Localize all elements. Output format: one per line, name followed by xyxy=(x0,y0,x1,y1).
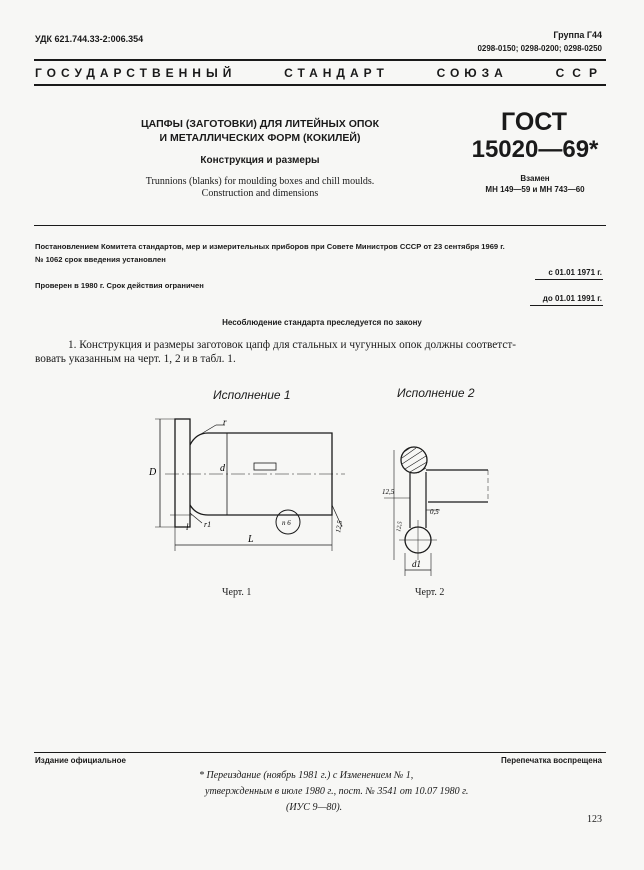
fig1-title: Исполнение 1 xyxy=(213,388,291,402)
law-notice: Несоблюдение стандарта преследуется по закону xyxy=(222,318,422,327)
official-edition: Издание официальное xyxy=(35,756,126,765)
gost-label: ГОСТ xyxy=(501,108,567,136)
footer-rule xyxy=(34,752,606,753)
banner-word: СТАНДАРТ xyxy=(284,66,389,80)
flange-outline xyxy=(175,419,190,527)
section-rule xyxy=(34,225,606,226)
banner-word: ССР xyxy=(555,66,605,80)
okp-codes: 0298-0150; 0298-0200; 0298-0250 xyxy=(477,44,602,53)
footnote-line: * Переиздание (ноябрь 1981 г.) с Изменением № 1, xyxy=(199,770,414,781)
label-12-5: 12,5 xyxy=(382,488,395,496)
banner-word: ГОСУДАРСТВЕННЫЙ xyxy=(35,66,237,80)
fig1-caption: Черт. 1 xyxy=(222,587,252,598)
udk-code: УДК 621.744.33-2:006.354 xyxy=(35,34,144,44)
date-from-rule xyxy=(535,279,603,280)
label-r1: r1 xyxy=(204,520,212,529)
reprint-prohibited: Перепечатка воспрещена xyxy=(501,756,602,765)
title-en-line: Construction and dimensions xyxy=(201,188,319,199)
title-line: ЦАПФЫ (ЗАГОТОВКИ) ДЛЯ ЛИТЕЙНЫХ ОПОК xyxy=(141,118,379,130)
page-number: 123 xyxy=(587,814,602,825)
date-from: с 01.01 1971 г. xyxy=(548,268,602,277)
header-rule-bottom xyxy=(34,84,606,86)
title-line: И МЕТАЛЛИЧЕСКИХ ФОРМ (КОКИЛЕЙ) xyxy=(159,132,361,144)
decree-text: Постановлением Комитета стандартов, мер и измерительных приборов при Совете Министров СССР от 23 сентября 1969 г. xyxy=(35,242,505,251)
banner-word: СОЮЗА xyxy=(436,66,508,80)
header-rule-top xyxy=(34,59,606,61)
fig2-title: Исполнение 2 xyxy=(397,386,475,400)
fig2-caption: Черт. 2 xyxy=(415,587,445,598)
checked-text: Проверен в 1980 г. Срок действия ограничен xyxy=(35,281,204,290)
date-to-rule xyxy=(530,305,603,306)
body-outline xyxy=(426,470,488,502)
label-D: D xyxy=(149,467,157,478)
label-n6: n 6 xyxy=(282,519,291,527)
date-to: до 01.01 1991 г. xyxy=(542,294,602,303)
subtitle: Конструкция и размеры xyxy=(200,155,320,166)
label-r: r xyxy=(223,417,227,427)
group-label: Группа Г44 xyxy=(553,30,602,40)
paragraph-line: 1. Конструкция и размеры заготовок цапф для стальных и чугунных опок должны соответст- xyxy=(68,339,517,351)
label-d: d xyxy=(220,463,225,474)
label-roughness: 12,5 xyxy=(334,519,345,534)
label-d1: d1 xyxy=(412,559,421,569)
paragraph-line: вовать указанным на черт. 1, 2 и в табл. 1. xyxy=(35,353,236,365)
title-en xyxy=(100,176,420,200)
figure-1-drawing xyxy=(130,405,355,565)
label-12-5-b: 12,5 xyxy=(396,520,404,533)
title-en-line: Trunnions (blanks) for moulding boxes and chill moulds. xyxy=(145,176,375,187)
footnote-line: (ИУС 9—80). xyxy=(286,802,343,813)
gost-number: 15020—69* xyxy=(471,136,599,163)
replaces-label: Взамен xyxy=(520,174,550,183)
title-ru xyxy=(100,117,420,145)
figure-2-drawing xyxy=(370,420,510,580)
label-l-small: l xyxy=(186,522,189,532)
label-l-big: L xyxy=(248,534,254,545)
replaces-value: МН 149—59 и МН 743—60 xyxy=(485,185,585,194)
decree-number: № 1062 срок введения установлен xyxy=(35,255,166,264)
label-0-5: 0,5 xyxy=(430,508,439,516)
footnote-line: утвержденным в июле 1980 г., пост. № 3541 от 10.07 1980 г. xyxy=(205,786,469,797)
banner xyxy=(35,66,605,80)
